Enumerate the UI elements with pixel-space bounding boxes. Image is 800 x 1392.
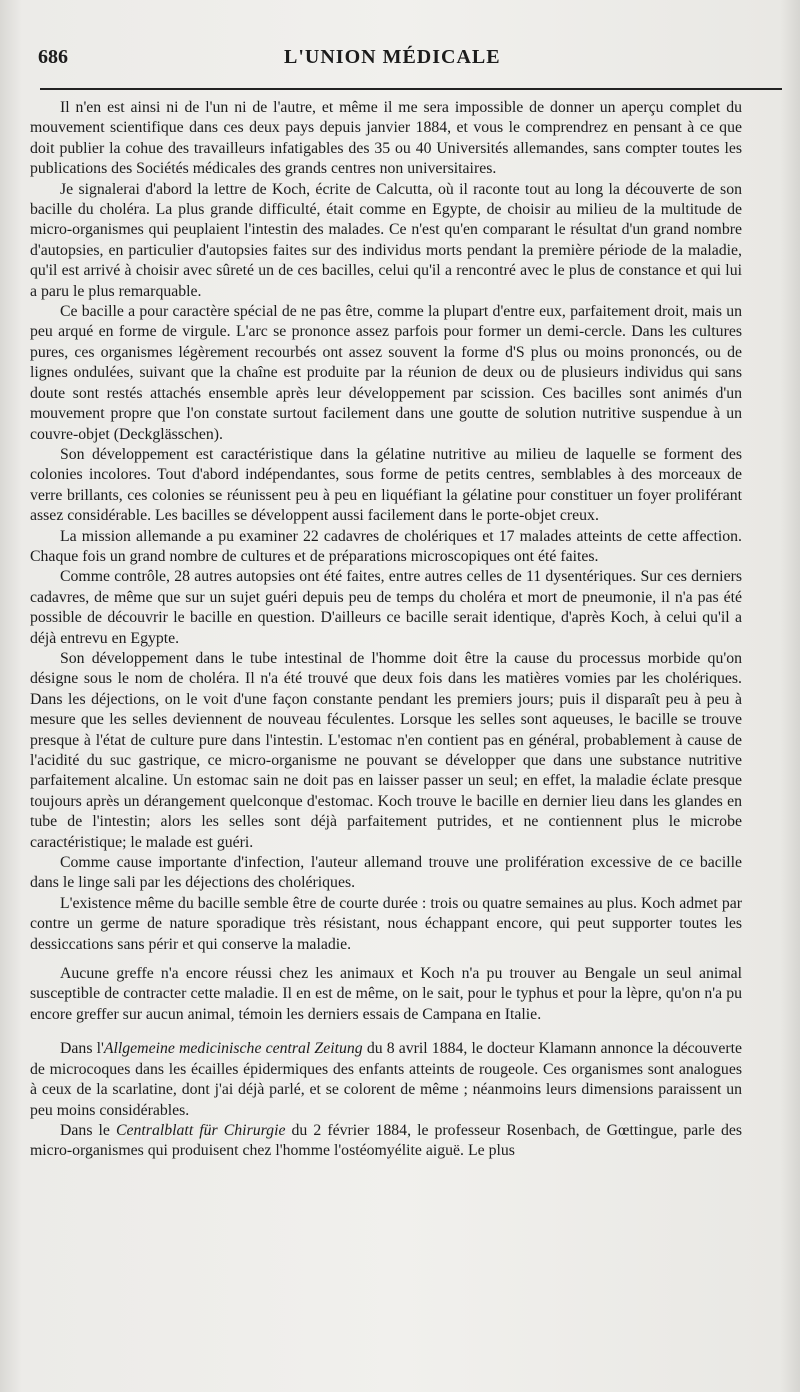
paragraph: Comme cause importante d'infection, l'auteur allemand trouve une prolifération excessive de ce bacille dans le linge sali par les déjections des cholériques. — [30, 854, 742, 892]
paragraph: Je signalerai d'abord la lettre de Koch, écrite de Calcutta, où il raconte tout au long la découverte de son bacille du choléra. La plus grande difficulté, était comme en Egypte, de choisir au milieu de la multitude de micro-organismes qui peuplaient l'intestin des malades. Ce n'est qu'en comparant le résultat d'un grand nombre d'autopsies, en particulier d'autopsies faites sur des individus morts pendant la première période de la maladie, qu'il est arrivé à choisir avec sûreté un de ces bacilles, celui qu'il a rencontré avec le plus de constance et qui lui a paru le plus remarquable. — [30, 180, 742, 300]
text-run: Dans l' — [60, 1040, 104, 1058]
text-run: du 2 février 1884, le professeur Rosenbach, de Gœttingue, parle des micro-organismes qui produisent chez l'homme l'ostéomyélite aiguë. Le plus — [30, 1121, 743, 1160]
paragraph: La mission allemande a pu examiner 22 cadavres de cholériques et 17 malades atteints de cette affection. Chaque fois un grand nombre de cultures et de préparations microscopiques ont été faites. — [30, 527, 742, 565]
paragraph: L'existence même du bacille semble être de courte durée : trois ou quatre semaines au plus. Koch admet par contre un germe de nature sporadique très résistant, nous échappant encore, qui peut supporter toutes les dessiccations sans périr et qui conserve la maladie. — [30, 894, 742, 953]
paragraph: Comme contrôle, 28 autres autopsies ont été faites, entre autres celles de 11 dysentériques. Sur ces derniers cadavres, de même que sur un sujet guéri depuis peu de temps du choléra et mort de pneumonie, il n'a pas été possible de découvrir le bacille en question. D'ailleurs ce bacille serait identique, d'après Koch, à celui qu'il a déjà entrevu en Egypte. — [30, 568, 742, 647]
header-rule — [40, 88, 782, 90]
text-run: Dans le — [60, 1121, 116, 1139]
journal-title: Allgemeine medicinische central Zeitung — [103, 1040, 363, 1058]
paragraph: Aucune greffe n'a encore réussi chez les animaux et Koch n'a pu trouver au Bengale un seul animal susceptible de contracter cette maladie. Il en est de même, on le sait, pour le typhus et pour la lèpre, qu'on n'a pu encore greffer sur aucun animal, témoin les derniers essais de Campana en Italie. — [30, 965, 742, 1023]
page-header — [38, 44, 778, 74]
paragraph-klamann — [30, 1039, 742, 1121]
paragraph: Ce bacille a pour caractère spécial de ne pas être, comme la plupart d'entre eux, parfaitement droit, mais un peu arqué en forme de virgule. L'arc se prononce assez parfois pour former un demi-cercle. Dans les cultures pures, ces organismes légèrement recourbés ont assez souvent la forme d'S plus ou moins prononcés, ou de lignes ondulées, suivant que la chaîne est produite par la réunion de deux ou de plusieurs individus qui sans doute sont restés attachés ensemble après leur développement par scission. Ces bacilles sont animés d'un mouvement propre que l'on constate surtout facilement dans une goutte de solution nutritive suspendue à un couvre-objet (Deckglässchen). — [30, 303, 742, 443]
paragraph: Il n'en est ainsi ni de l'un ni de l'autre, et même il me sera impossible de donner un aperçu complet du mouvement scientifique dans ces deux pays depuis janvier 1884, et vous le comprendrez en pensant à ce que doit publier la cohue des travailleurs infatigables des 35 ou 40 Universités allemandes, sans compter toutes les publications des Sociétés médicales des grands centres non universitaires. — [30, 99, 742, 178]
page-number: 686 — [38, 46, 68, 68]
text-run: du 8 avril 1884, le docteur Klamann annonce la découverte de microcoques dans les écailles épidermiques des enfants atteints de rougeole. Ces organismes sont analogues à ceux de la scarlatine, dont j'ai déjà parlé, et se colorent de même ; néanmoins leurs dimensions paraissent un peu moins considérables. — [30, 1040, 742, 1119]
paragraph: Son développement dans le tube intestinal de l'homme doit être la cause du processus morbide qu'on désigne sous le nom de choléra. Il n'a été trouvé que deux fois dans les matières vomies par les cholériques. Dans les déjections, on le voit d'une façon constante pendant les premiers jours; puis il disparaît peu à peu à mesure que les selles deviennent de nouveau féculentes. Lorsque les selles sont aqueuses, le bacille se trouve presque à l'état de culture pure dans l'intestin. L'estomac n'en contient pas en général, probablement à cause de l'acidité du suc gastrique, ce micro-organisme ne pouvant se développer que dans une substance nutritive parfaitement alcaline. Un estomac sain ne doit pas en laisser passer un seul; en effet, la maladie éclate presque toujours après un dérangement quelconque d'estomac. Koch trouve le bacille en dernier lieu dans les glandes en tube de l'intestin; alors les selles sont déjà parfaitement putrides, et ne contiennent plus le microbe caractéristique; le malade est guéri. — [30, 649, 742, 851]
running-title: L'UNION MÉDICALE — [284, 46, 501, 68]
article-body — [30, 98, 742, 1162]
paragraph-rosenbach — [30, 1121, 742, 1162]
journal-title: Centralblatt für Chirurgie — [115, 1121, 286, 1139]
paragraph: Son développement est caractéristique dans la gélatine nutritive au milieu de laquelle se forment des colonies incolores. Tout d'abord indépendantes, sous forme de petits centres, semblables à des morceaux de verre brillants, ces colonies se réunissent peu à peu en liquéfiant la gélatine pour constituer un foyer proliférant assez considérable. Les bacilles se développent aussi facilement dans le porte-objet creux. — [30, 445, 742, 525]
